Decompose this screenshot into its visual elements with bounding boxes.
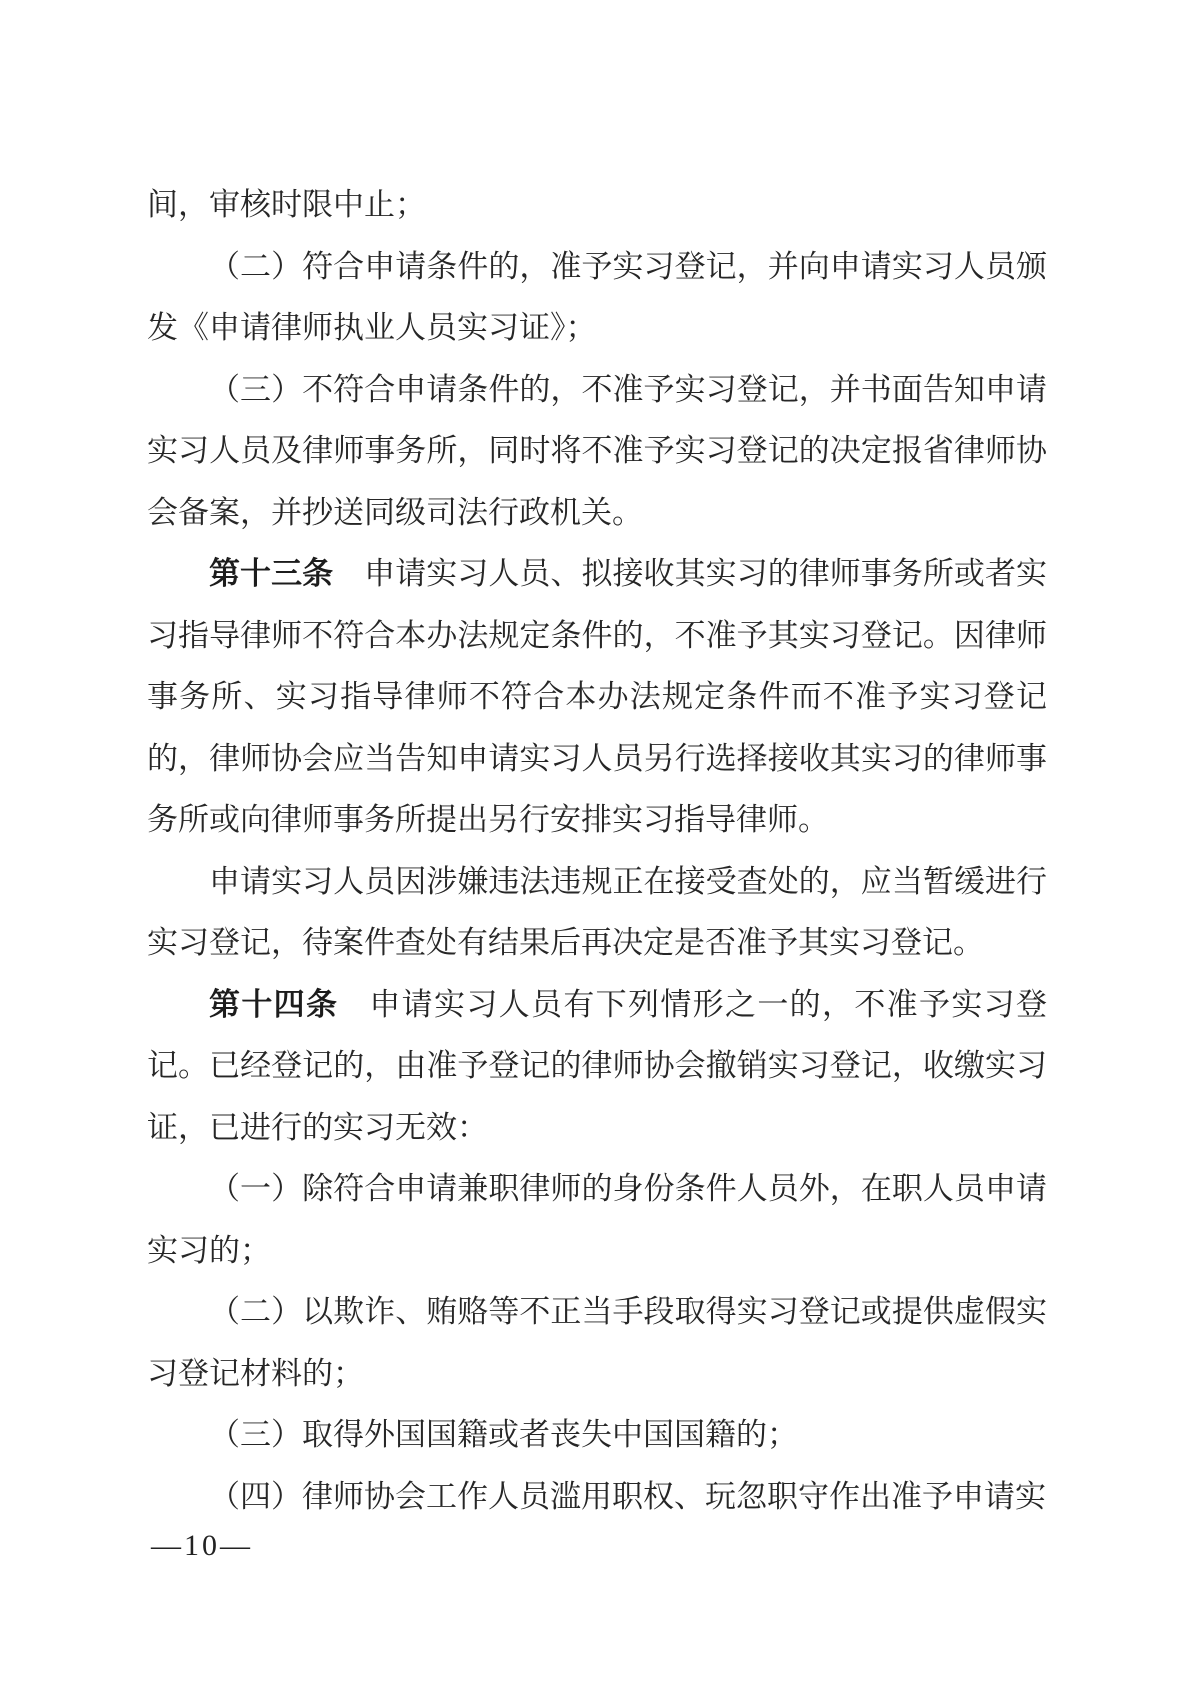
document-body — [147, 174, 1047, 1527]
paragraph-text: （二）符合申请条件的，准予实习登记，并向申请实习人员颁发《申请律师执业人员实习证》； — [147, 248, 1047, 345]
paragraph-continuation — [147, 174, 1047, 236]
article-13-heading: 第十三条 — [209, 556, 334, 591]
paragraph-text: 申请实习人员因涉嫌违法违规正在接受查处的，应当暂缓进行实习登记，待案件查处有结果后再决定是否准予其实习登记。 — [147, 863, 1047, 960]
paragraph-item-2 — [147, 1281, 1047, 1404]
paragraph-clause-2 — [147, 236, 1047, 359]
paragraph-text: （三）不符合申请条件的，不准予实习登记，并书面告知申请实习人员及律师事务所，同时将不准予实习登记的决定报省律师协会备案，并抄送同级司法行政机关。 — [147, 371, 1047, 530]
paragraph-item-4 — [147, 1466, 1047, 1528]
paragraph-article-13-supplement — [147, 851, 1047, 974]
paragraph-text: （三）取得外国国籍或者丧失中国国籍的； — [209, 1417, 798, 1452]
paragraph-article-14 — [147, 974, 1047, 1159]
paragraph-item-3 — [147, 1404, 1047, 1466]
paragraph-text: 间，审核时限中止； — [147, 187, 426, 222]
paragraph-text: （二）以欺诈、贿赂等不正当手段取得实习登记或提供虚假实习登记材料的； — [147, 1294, 1047, 1391]
paragraph-article-13 — [147, 543, 1047, 851]
paragraph-text: 申请实习人员、拟接收其实习的律师事务所或者实习指导律师不符合本办法规定条件的，不准予其实习登记。因律师事务所、实习指导律师不符合本办法规定条件而不准予实习登记的，律师协会应当告知申请实习人员另行选择接收其实习的律师事务所或向律师事务所提出另行安排实习指导律师。 — [147, 556, 1048, 837]
paragraph-text: （一）除符合申请兼职律师的身份条件人员外，在职人员申请实习的； — [147, 1171, 1047, 1268]
paragraph-clause-3 — [147, 359, 1047, 544]
paragraph-text: 申请实习人员有下列情形之一的，不准予实习登记。已经登记的，由准予登记的律师协会撤销实习登记，收缴实习证，已进行的实习无效： — [147, 986, 1048, 1145]
page-number: —10— — [151, 1529, 253, 1562]
paragraph-text: （四）律师协会工作人员滥用职权、玩忽职守作出准予申请实 — [209, 1478, 1046, 1514]
article-14-heading: 第十四条 — [209, 986, 339, 1022]
paragraph-item-1 — [147, 1158, 1047, 1281]
